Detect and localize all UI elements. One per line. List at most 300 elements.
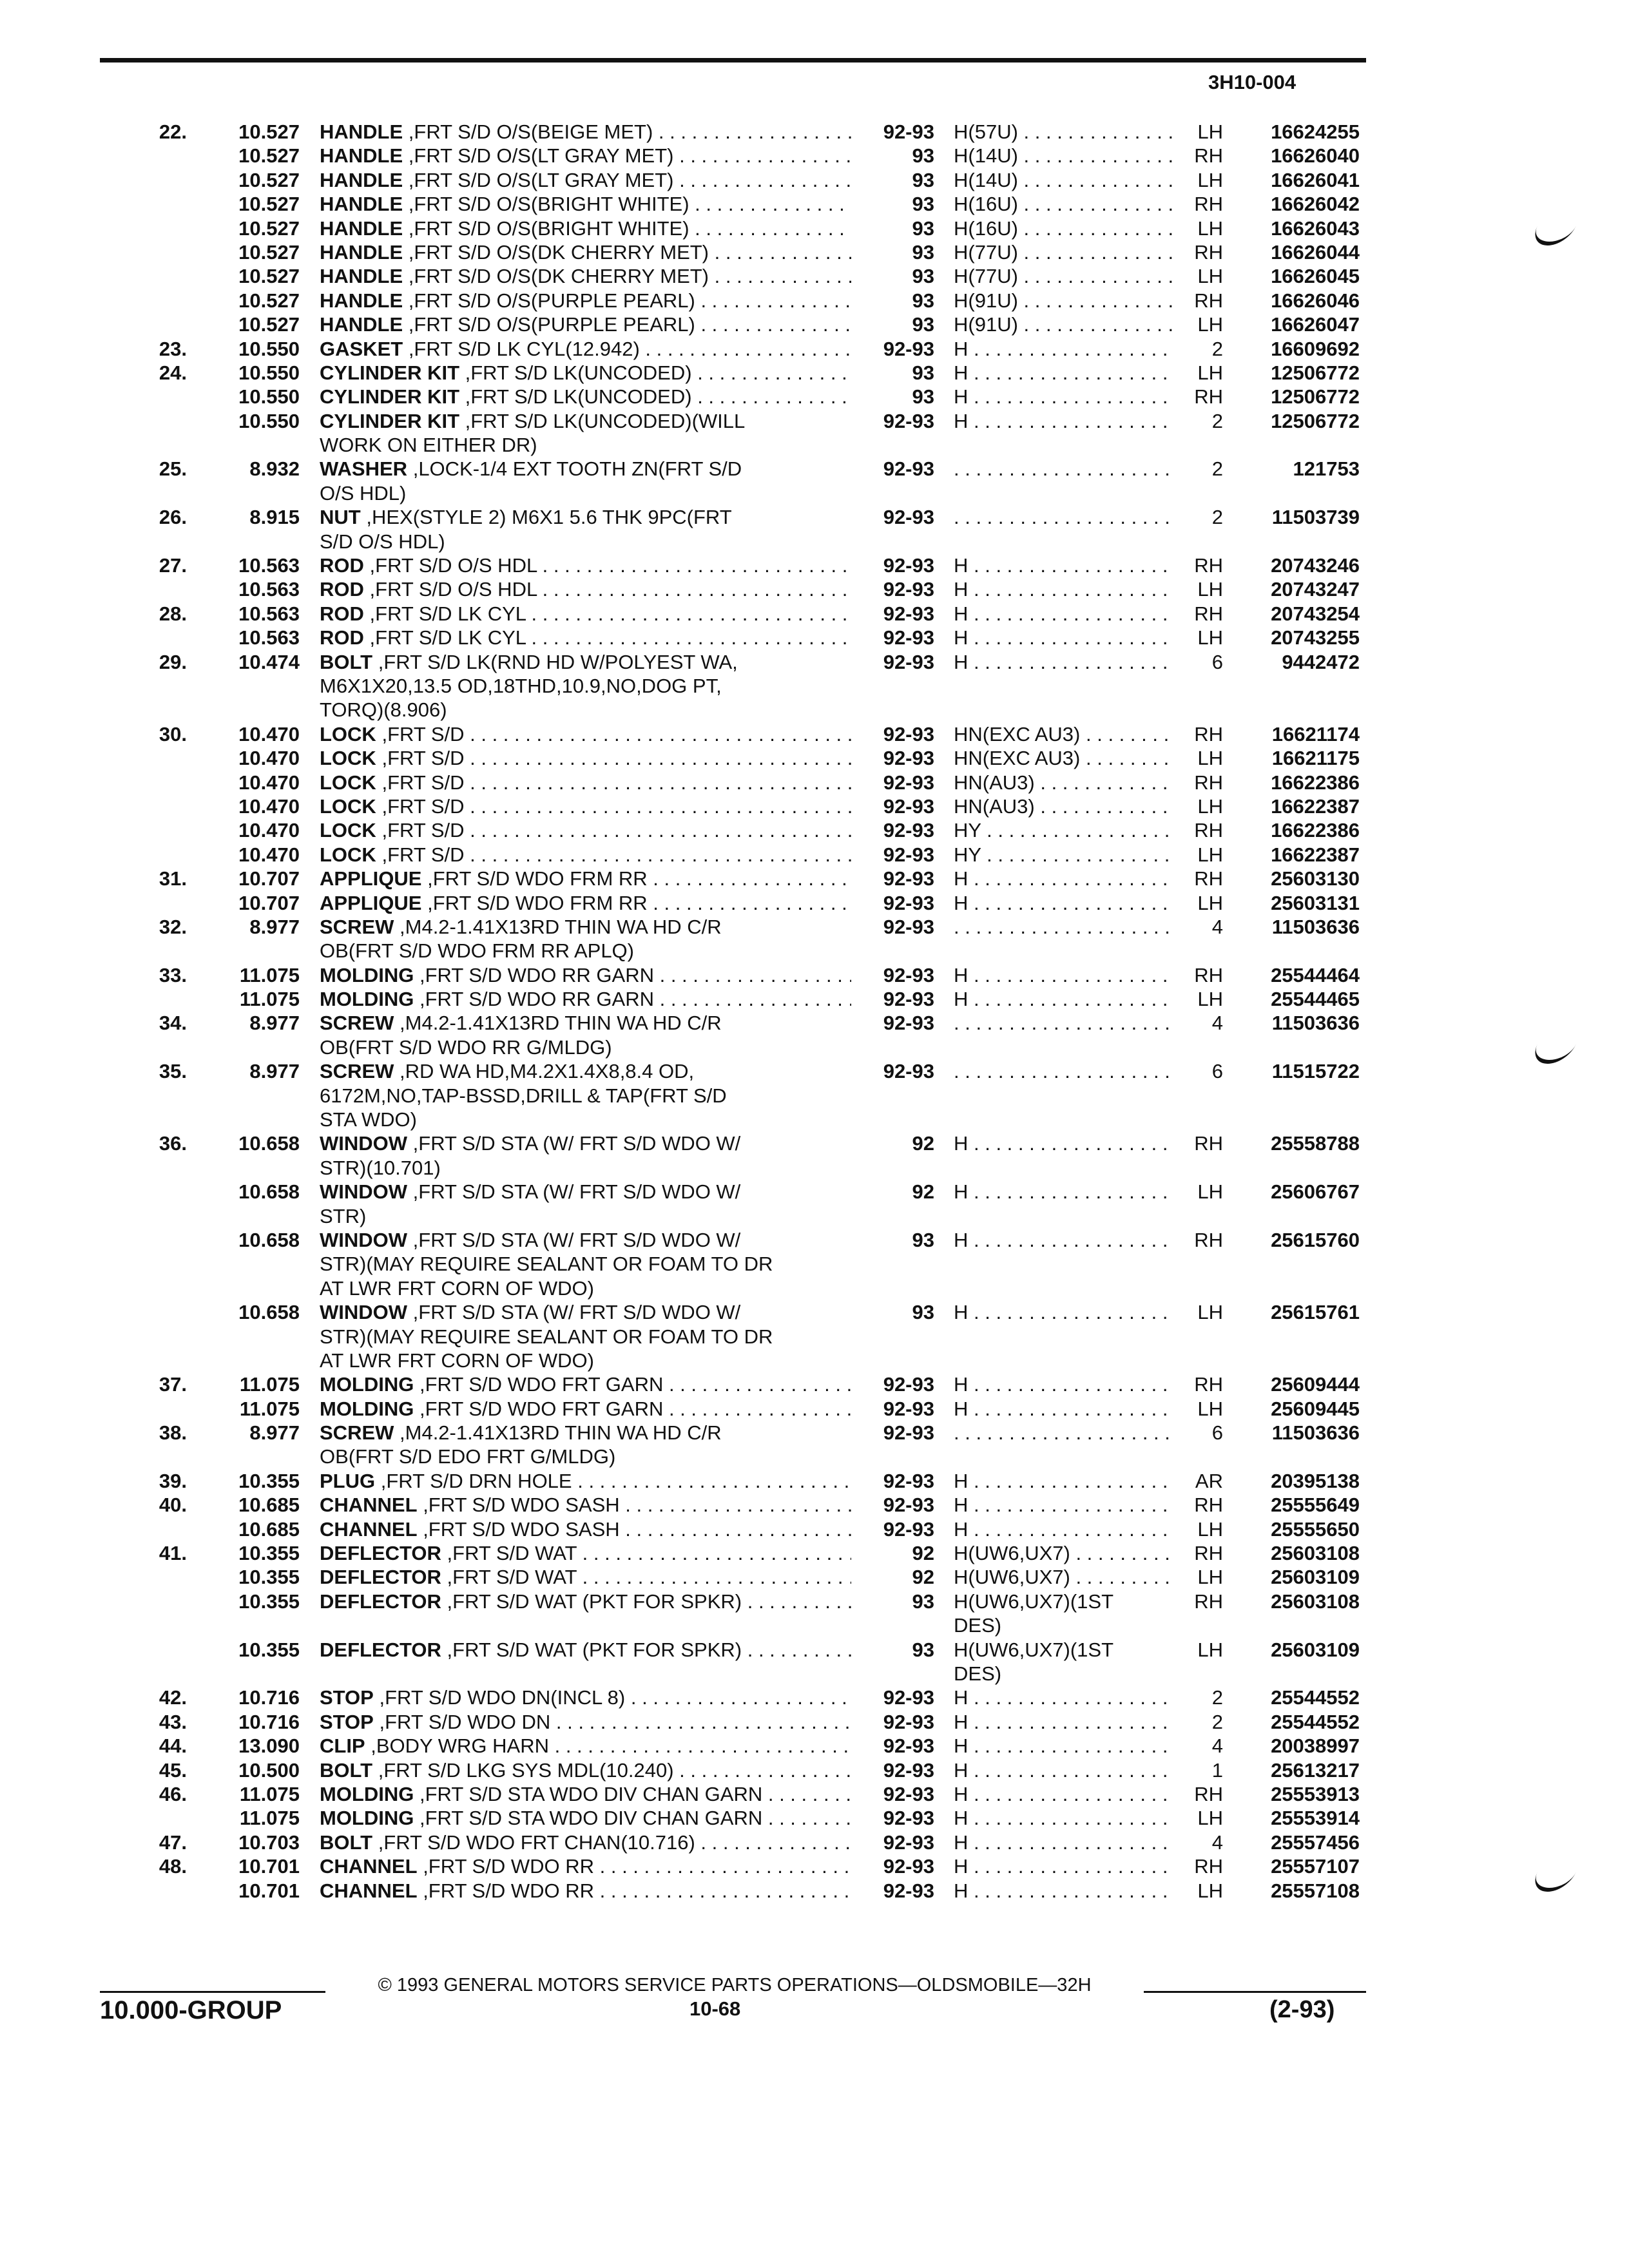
part-row [0, 240, 1629, 264]
model-years: 92-93 [883, 1879, 934, 1902]
description-text: ,FRT S/D STA (W/ FRT S/D WDO W/ [412, 1180, 741, 1204]
part-row [0, 626, 1629, 649]
part-description [320, 1108, 851, 1131]
part-name: CHANNEL [320, 1517, 418, 1541]
part-row [0, 843, 1629, 867]
part-description [320, 650, 851, 674]
part-name: LOCK [320, 747, 376, 770]
part-number: 25555650 [1271, 1517, 1360, 1541]
footer-date: (2-93) [1269, 1996, 1335, 2023]
part-number: 25544464 [1271, 963, 1360, 986]
ref-number: 37. [159, 1373, 187, 1396]
body-code: H . . . [954, 1372, 1173, 1396]
description-text: ,FRT S/D [381, 843, 465, 866]
part-row [0, 505, 1629, 529]
part-description [320, 385, 851, 408]
body-code: H(16U) . . . [954, 216, 1173, 240]
model-years: 92-93 [883, 867, 934, 890]
part-description [320, 1204, 851, 1228]
part-number: 25603108 [1271, 1590, 1360, 1613]
part-description [320, 1059, 851, 1083]
model-years: 93 [912, 385, 934, 408]
body-code: H . . . [954, 361, 1173, 385]
body-code: H . . . [954, 1397, 1173, 1421]
part-row [0, 1686, 1629, 1709]
part-description [320, 939, 851, 963]
model-years: 92-93 [883, 578, 934, 601]
ref-number: 22. [159, 120, 187, 143]
part-row [0, 1300, 1629, 1324]
part-number: 25544552 [1271, 1710, 1360, 1733]
model-years: 92 [912, 1566, 934, 1589]
part-description [320, 1831, 851, 1854]
part-row [0, 1493, 1629, 1517]
part-name: CYLINDER KIT [320, 409, 459, 432]
body-code: H . . . [954, 409, 1173, 433]
model-years: 92-93 [883, 1060, 934, 1083]
quantity: LH [1197, 1566, 1223, 1589]
part-description [320, 240, 851, 264]
part-number: 16626041 [1271, 168, 1360, 191]
part-name: WINDOW [320, 1132, 408, 1155]
quantity: LH [1197, 988, 1223, 1011]
body-code: H . . . [954, 602, 1173, 626]
part-name: LOCK [320, 794, 376, 818]
part-description [320, 1300, 851, 1324]
part-row [0, 1204, 1629, 1228]
model-years: 92-93 [883, 1807, 934, 1830]
group-number: 10.474 [238, 650, 300, 673]
ref-number: 23. [159, 337, 187, 360]
part-number: 9442472 [1282, 650, 1360, 673]
quantity: 4 [1211, 1012, 1223, 1035]
ref-number: 24. [159, 361, 187, 384]
description-text: ,FRT S/D LK(UNCODED)(WILL [465, 409, 746, 432]
part-description [320, 1710, 851, 1734]
description-text: ,FRT S/D WDO FRM RR [427, 891, 648, 914]
group-number: 10.658 [238, 1180, 300, 1204]
group-number: 11.075 [239, 963, 300, 986]
part-description [320, 216, 851, 240]
part-row [0, 1590, 1629, 1613]
group-number: 11.075 [239, 1397, 300, 1420]
ref-number: 46. [159, 1782, 187, 1805]
group-number: 10.707 [238, 891, 300, 914]
description-text: STR) [320, 1204, 367, 1227]
part-row [0, 289, 1629, 312]
description-text: ,FRT S/D WDO RR GARN [419, 963, 654, 986]
part-number: 16622386 [1271, 771, 1360, 794]
part-row [0, 530, 1629, 553]
part-description [320, 553, 851, 577]
part-row [0, 481, 1629, 505]
model-years: 93 [912, 168, 934, 191]
group-number: 10.500 [238, 1758, 300, 1782]
description-text: ,FRT S/D O/S(LT GRAY MET) [408, 168, 674, 191]
group-number: 10.355 [238, 1638, 300, 1661]
part-row [0, 1445, 1629, 1468]
model-years: 93 [912, 216, 934, 240]
part-number: 16626047 [1271, 313, 1360, 336]
part-description [320, 1325, 851, 1349]
group-number: 10.703 [238, 1831, 300, 1854]
ref-number: 42. [159, 1686, 187, 1709]
model-years: 92-93 [883, 1686, 934, 1709]
part-row [0, 891, 1629, 915]
part-row [0, 1035, 1629, 1059]
body-code: H(14U) . . . [954, 168, 1173, 192]
part-number: 12506772 [1271, 361, 1360, 384]
part-number: 20743246 [1271, 554, 1360, 577]
description-text: ,FRT S/D WDO DN(INCL 8) [379, 1686, 626, 1709]
part-description [320, 1541, 851, 1565]
quantity: RH [1194, 385, 1223, 408]
group-number: 10.563 [238, 554, 300, 577]
description-text: ,FRT S/D WDO SASH [423, 1494, 620, 1517]
part-description [320, 1252, 851, 1276]
model-years: 92-93 [883, 1758, 934, 1782]
description-text: S/D O/S HDL) [320, 530, 445, 553]
part-row [0, 409, 1629, 433]
part-name: MOLDING [320, 988, 414, 1011]
footer-copyright: © 1993 GENERAL MOTORS SERVICE PARTS OPERATIONS—OLDSMOBILE—32H [378, 1975, 1092, 1995]
quantity: LH [1197, 1638, 1223, 1661]
description-text: ,FRT S/D O/S(BRIGHT WHITE) [408, 216, 689, 240]
part-row [0, 1758, 1629, 1782]
model-years: 92-93 [883, 843, 934, 866]
quantity: RH [1194, 819, 1223, 842]
part-row [0, 216, 1629, 240]
part-description [320, 915, 851, 939]
part-name: LOCK [320, 819, 376, 842]
part-name: WASHER [320, 457, 408, 481]
description-text: ,FRT S/D LKG SYS MDL(10.240) [378, 1758, 674, 1782]
part-description [320, 1879, 851, 1903]
part-name: CHANNEL [320, 1879, 418, 1902]
part-name: HANDLE [320, 289, 403, 312]
part-number: 16624255 [1271, 120, 1360, 143]
quantity: RH [1194, 602, 1223, 625]
body-code: H(77U) . . . [954, 264, 1173, 288]
body-code [954, 1059, 1173, 1083]
part-row [0, 1638, 1629, 1662]
group-number: 10.707 [238, 867, 300, 890]
model-years: 92-93 [883, 915, 934, 938]
description-text: ,FRT S/D DRN HOLE [380, 1469, 572, 1492]
description-text: ,M4.2-1.41X13RD THIN WA HD C/R [400, 1012, 722, 1035]
part-name: SCREW [320, 1012, 394, 1035]
group-number: 10.470 [238, 747, 300, 770]
part-description [320, 337, 851, 361]
part-number: 25553913 [1271, 1782, 1360, 1805]
model-years: 93 [912, 1301, 934, 1324]
part-name: SCREW [320, 1421, 394, 1445]
part-row [0, 746, 1629, 770]
part-number: 25613217 [1271, 1758, 1360, 1782]
description-text: ,FRT S/D O/S(DK CHERRY MET) [408, 240, 709, 264]
description-text: ,FRT S/D WAT (PKT FOR SPKR) [447, 1638, 742, 1661]
ref-number: 29. [159, 650, 187, 673]
part-number: 20743255 [1271, 626, 1360, 649]
group-number: 10.716 [238, 1710, 300, 1733]
ref-number: 44. [159, 1735, 187, 1758]
body-code: H . . . [954, 1686, 1173, 1709]
group-number: 10.716 [238, 1686, 300, 1709]
part-description [320, 1180, 851, 1204]
quantity: RH [1194, 1590, 1223, 1613]
part-description [320, 530, 851, 553]
body-code: H . . . [954, 1710, 1173, 1734]
part-name: MOLDING [320, 1373, 414, 1396]
part-number: 16622387 [1271, 843, 1360, 866]
part-row [0, 987, 1629, 1011]
part-name: APPLIQUE [320, 867, 422, 890]
description-text: ,FRT S/D O/S(LT GRAY MET) [408, 144, 674, 168]
description-text: ,FRT S/D [381, 794, 465, 818]
part-number: 25557456 [1271, 1831, 1360, 1854]
part-description [320, 867, 851, 890]
part-description [320, 433, 851, 457]
part-description [320, 1854, 851, 1878]
part-row [0, 1372, 1629, 1396]
model-years: 92-93 [883, 819, 934, 842]
part-name: LOCK [320, 771, 376, 794]
group-number: 11.075 [239, 1782, 300, 1805]
body-code: H . . . [954, 385, 1173, 408]
part-name: HANDLE [320, 120, 403, 143]
part-row [0, 337, 1629, 361]
quantity: LH [1197, 361, 1223, 384]
group-number: 8.977 [249, 1421, 300, 1445]
quantity: LH [1197, 578, 1223, 601]
part-description [320, 602, 851, 626]
part-description [320, 144, 851, 168]
part-description [320, 794, 851, 818]
part-name: DEFLECTOR [320, 1638, 441, 1661]
quantity: 4 [1211, 1735, 1223, 1758]
group-number: 8.915 [249, 506, 300, 529]
part-name: HANDLE [320, 168, 403, 191]
group-number: 10.658 [238, 1228, 300, 1251]
model-years: 93 [912, 1638, 934, 1661]
ref-number: 26. [159, 506, 187, 529]
ref-number: 27. [159, 554, 187, 577]
part-description [320, 1131, 851, 1155]
part-row [0, 602, 1629, 626]
group-number: 10.355 [238, 1590, 300, 1613]
part-number: 16626043 [1271, 216, 1360, 240]
part-name: PLUG [320, 1469, 376, 1492]
part-number: 11503739 [1271, 506, 1360, 529]
part-row [0, 1517, 1629, 1541]
group-number: 10.685 [238, 1517, 300, 1541]
model-years: 92-93 [883, 794, 934, 818]
part-number: 12506772 [1271, 385, 1360, 408]
description-text: ,FRT S/D [381, 747, 465, 770]
group-number: 8.932 [249, 457, 300, 481]
part-number: 16626040 [1271, 144, 1360, 168]
part-row [0, 1541, 1629, 1565]
part-row [0, 553, 1629, 577]
quantity: RH [1194, 1132, 1223, 1155]
group-number: 10.470 [238, 794, 300, 818]
part-row [0, 1011, 1629, 1035]
part-row [0, 1084, 1629, 1108]
part-row [0, 1397, 1629, 1421]
body-code: H . . . [954, 891, 1173, 915]
quantity: LH [1197, 1397, 1223, 1420]
part-number: 25555649 [1271, 1494, 1360, 1517]
body-code: H . . . [954, 577, 1173, 601]
group-number: 10.527 [238, 265, 300, 288]
quantity: 2 [1211, 1686, 1223, 1709]
quantity: RH [1194, 1494, 1223, 1517]
part-row [0, 794, 1629, 818]
quantity: RH [1194, 193, 1223, 216]
body-code [954, 1011, 1173, 1035]
part-name: CLIP [320, 1735, 365, 1758]
group-number: 8.977 [249, 915, 300, 938]
part-row [0, 915, 1629, 939]
description-text: M6X1X20,13.5 OD,18THD,10.9,NO,DOG PT, [320, 674, 722, 697]
body-code: H . . . [954, 987, 1173, 1011]
quantity: 4 [1211, 915, 1223, 938]
group-number: 10.563 [238, 578, 300, 601]
part-number: 20038997 [1271, 1735, 1360, 1758]
group-number: 10.701 [238, 1855, 300, 1878]
body-code: H . . . [954, 1854, 1173, 1878]
ref-number: 43. [159, 1710, 187, 1733]
part-name: ROD [320, 554, 364, 577]
model-years: 92-93 [883, 988, 934, 1011]
part-row [0, 192, 1629, 216]
part-number: 11503636 [1271, 1012, 1360, 1035]
part-description [320, 481, 851, 505]
part-name: WINDOW [320, 1180, 408, 1204]
body-code: H(UW6,UX7) . . . [954, 1565, 1173, 1589]
group-number: 10.701 [238, 1879, 300, 1902]
body-code: H(57U) . . . [954, 120, 1173, 144]
description-text: ,FRT S/D WDO RR GARN [419, 988, 654, 1011]
part-description [320, 1590, 851, 1613]
part-number: 25603109 [1271, 1566, 1360, 1589]
part-number: 25557107 [1271, 1855, 1360, 1878]
description-text: TORQ)(8.906) [320, 698, 447, 722]
part-name: LOCK [320, 722, 376, 745]
ref-number: 39. [159, 1469, 187, 1492]
body-code: DES) [954, 1614, 1002, 1637]
part-description [320, 312, 851, 336]
body-code: H(91U) . . . [954, 312, 1173, 336]
part-description [320, 1469, 851, 1493]
description-text: ,FRT S/D WDO FRT GARN [419, 1397, 664, 1420]
quantity: RH [1194, 144, 1223, 168]
body-code: H . . . [954, 867, 1173, 890]
part-description [320, 963, 851, 987]
quantity: 2 [1211, 457, 1223, 481]
description-text: ,FRT S/D STA (W/ FRT S/D WDO W/ [412, 1301, 741, 1324]
model-years: 92-93 [883, 1710, 934, 1733]
quantity: RH [1194, 1542, 1223, 1565]
model-years: 92-93 [883, 1421, 934, 1445]
description-text: ,FRT S/D LK CYL [369, 602, 526, 625]
quantity: 2 [1211, 506, 1223, 529]
description-text: ,FRT S/D LK(UNCODED) [465, 361, 692, 384]
quantity: LH [1197, 120, 1223, 143]
part-row [0, 433, 1629, 457]
ref-number: 36. [159, 1132, 187, 1155]
part-description [320, 1806, 851, 1830]
group-number: 13.090 [238, 1735, 300, 1758]
part-number: 20395138 [1271, 1469, 1360, 1492]
model-years: 92 [912, 1180, 934, 1204]
model-years: 93 [912, 240, 934, 264]
part-number: 25609445 [1271, 1397, 1360, 1420]
description-text: ,FRT S/D WAT [447, 1566, 577, 1589]
body-code: H . . . [954, 963, 1173, 987]
part-description [320, 192, 851, 216]
part-description [320, 1517, 851, 1541]
body-code: H . . . [954, 1493, 1173, 1517]
model-years: 92-93 [883, 1517, 934, 1541]
description-text: ,FRT S/D [381, 722, 465, 745]
part-row [0, 1228, 1629, 1252]
part-row [0, 867, 1629, 890]
part-description [320, 409, 851, 433]
ref-number: 33. [159, 963, 187, 986]
part-number: 25615761 [1271, 1301, 1360, 1324]
ref-number: 34. [159, 1012, 187, 1035]
group-number: 11.075 [239, 1807, 300, 1830]
part-number: 20743247 [1271, 578, 1360, 601]
group-number: 10.355 [238, 1542, 300, 1565]
body-code: DES) [954, 1662, 1002, 1685]
body-code: H . . . [954, 1228, 1173, 1252]
ref-number: 28. [159, 602, 187, 625]
quantity: LH [1197, 626, 1223, 649]
description-text: ,FRT S/D WDO RR [423, 1879, 594, 1902]
part-description [320, 843, 851, 867]
quantity: 4 [1211, 1831, 1223, 1854]
quantity: LH [1197, 265, 1223, 288]
part-row [0, 1854, 1629, 1878]
footer-rule-left [100, 1991, 325, 1993]
part-number: 25544465 [1271, 988, 1360, 1011]
part-row [0, 1782, 1629, 1806]
description-text: OB(FRT S/D WDO RR G/MLDG) [320, 1035, 612, 1059]
body-code [954, 1421, 1173, 1445]
part-number: 25557108 [1271, 1879, 1360, 1902]
group-number: 10.527 [238, 216, 300, 240]
quantity: RH [1194, 240, 1223, 264]
part-name: SCREW [320, 1060, 394, 1083]
part-description [320, 457, 851, 481]
part-description [320, 1445, 851, 1468]
part-description [320, 1035, 851, 1059]
quantity: RH [1194, 1782, 1223, 1805]
model-years: 92-93 [883, 337, 934, 360]
part-number: 12506772 [1271, 409, 1360, 432]
description-text: ,FRT S/D WAT [447, 1542, 577, 1565]
description-text: ,FRT S/D O/S(BRIGHT WHITE) [408, 193, 689, 216]
description-text: ,FRT S/D STA (W/ FRT S/D WDO W/ [412, 1228, 741, 1251]
part-row [0, 120, 1629, 144]
description-text: ,FRT S/D STA (W/ FRT S/D WDO W/ [412, 1132, 741, 1155]
part-number: 25553914 [1271, 1807, 1360, 1830]
part-number: 25558788 [1271, 1132, 1360, 1155]
model-years: 92-93 [883, 1373, 934, 1396]
part-name: MOLDING [320, 1807, 414, 1830]
